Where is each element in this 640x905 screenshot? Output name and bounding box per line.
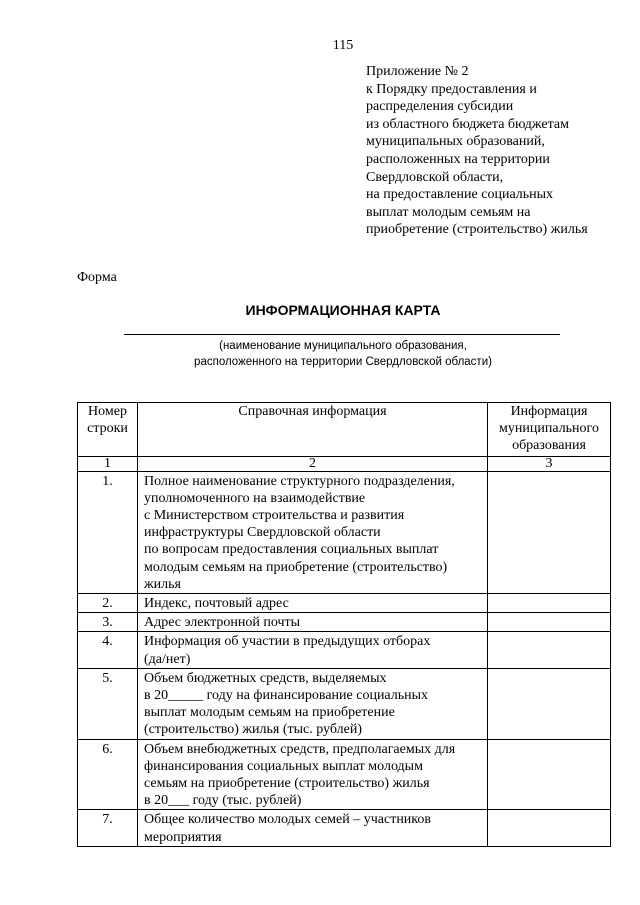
row-text-line: в 20_____ году на финансирование социальных	[144, 688, 429, 704]
table-row	[78, 632, 611, 668]
row-number: 1.	[78, 471, 138, 593]
row-text-line: семьям на приобретение (строительство) жилья	[144, 776, 430, 792]
appendix-line: муниципальных образований,	[366, 134, 545, 150]
appendix-line: выплат молодым семьям на	[366, 204, 531, 220]
appendix-line: к Порядку предоставления и	[366, 81, 537, 97]
table-row	[78, 739, 611, 810]
table-row	[78, 668, 611, 739]
row-description	[138, 668, 488, 739]
row-text-line: молодым семьям на приобретение (строительство)	[144, 559, 448, 575]
appendix-line: Свердловской области,	[366, 169, 504, 185]
row-text-line: (строительство) жилья (тыс. рублей)	[144, 722, 363, 738]
row-number: 3.	[78, 613, 138, 632]
row-value-cell[interactable]	[488, 613, 611, 632]
header-line: Информация	[510, 404, 588, 419]
header-reference-info: Справочная информация	[138, 403, 488, 457]
row-value-cell[interactable]	[488, 471, 611, 593]
row-description	[138, 471, 488, 593]
municipality-name-line	[124, 334, 560, 335]
row-description	[138, 739, 488, 810]
document-title: ИНФОРМАЦИОННАЯ КАРТА	[245, 302, 441, 318]
column-index: 2	[138, 456, 488, 471]
row-text-line: Полное наименование структурного подразделения,	[144, 473, 455, 489]
row-text-line: Общее количество молодых семей – участников	[144, 812, 431, 828]
row-description	[138, 810, 488, 846]
caption-line: (наименование муниципального образования,	[219, 340, 467, 352]
table-row	[78, 471, 611, 593]
header-line: строки	[87, 421, 128, 437]
row-number: 2.	[78, 594, 138, 613]
row-text-line: Информация об участии в предыдущих отборах	[144, 634, 431, 650]
appendix-line: приобретение (строительство) жилья	[366, 222, 588, 238]
appendix-line: расположенных на территории	[366, 151, 550, 167]
row-text-line: (да/нет)	[144, 651, 191, 667]
row-text-line: Объем внебюджетных средств, предполагаемых для	[144, 741, 456, 757]
row-text-line: с Министерством строительства и развития	[144, 508, 405, 524]
header-line: муниципального	[499, 421, 599, 437]
row-description	[138, 632, 488, 668]
municipality-caption	[0, 338, 640, 370]
table-row	[78, 594, 611, 613]
row-value-cell[interactable]	[488, 810, 611, 846]
page-number: 115	[332, 38, 354, 53]
row-text-line: мероприятия	[144, 829, 222, 845]
form-label: Форма	[77, 270, 117, 285]
row-text-line: Объем бюджетных средств, выделяемых	[144, 670, 387, 686]
appendix-line: на предоставление социальных	[366, 187, 554, 203]
row-number: 5.	[78, 668, 138, 739]
appendix-header	[366, 63, 588, 239]
row-value-cell[interactable]	[488, 739, 611, 810]
row-number: 7.	[78, 810, 138, 846]
row-description	[138, 613, 488, 632]
row-text-line: финансирования социальных выплат молодым	[144, 758, 423, 774]
row-number: 4.	[78, 632, 138, 668]
appendix-line: распределения субсидии	[366, 99, 514, 115]
header-row-number	[78, 403, 138, 457]
row-text-line: Индекс, почтовый адрес	[144, 596, 289, 612]
row-text-line: по вопросам предоставления социальных выплат	[144, 542, 439, 558]
table-header-row	[78, 403, 611, 457]
row-text-line: инфраструктуры Свердловской области	[144, 525, 381, 541]
caption-line: расположенного на территории Свердловской области)	[194, 356, 492, 368]
column-index: 1	[78, 456, 138, 471]
row-description	[138, 594, 488, 613]
row-value-cell[interactable]	[488, 668, 611, 739]
row-text-line: в 20___ году (тыс. рублей)	[144, 793, 302, 809]
row-value-cell[interactable]	[488, 632, 611, 668]
row-text-line: уполномоченного на взаимодействие	[144, 490, 366, 506]
header-line: образования	[512, 438, 586, 454]
row-text-line: Адрес электронной почты	[144, 615, 301, 631]
row-value-cell[interactable]	[488, 594, 611, 613]
appendix-line: из областного бюджета бюджетам	[366, 116, 569, 132]
header-municipality-info	[488, 403, 611, 457]
row-number: 6.	[78, 739, 138, 810]
table-row	[78, 613, 611, 632]
column-index: 3	[488, 456, 611, 471]
appendix-line: Приложение № 2	[366, 64, 469, 79]
table-row	[78, 810, 611, 846]
header-line: Номер	[88, 404, 127, 419]
row-text-line: выплат молодым семьям на приобретение	[144, 705, 395, 721]
info-table	[77, 402, 611, 847]
column-index-row	[78, 456, 611, 471]
row-text-line: жилья	[144, 576, 181, 592]
